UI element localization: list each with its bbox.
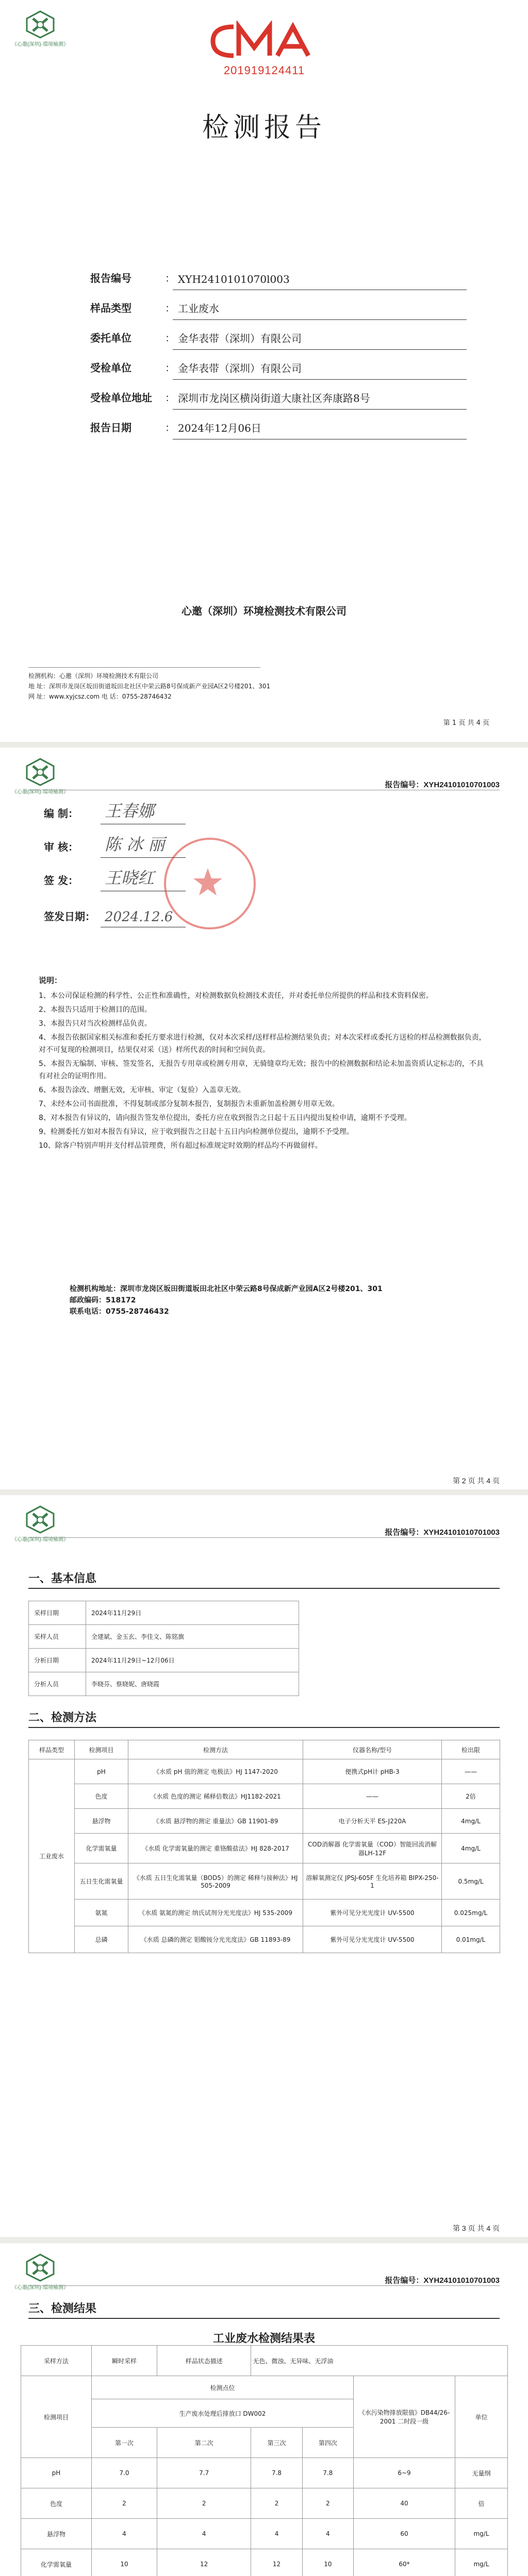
table-row xyxy=(29,1601,299,1625)
result-unit: mg/L xyxy=(455,2519,508,2549)
sig-label: 编 制： xyxy=(44,807,78,820)
signature-date: 2024.12.6 xyxy=(105,909,173,925)
info-value: 2024年11月29日 xyxy=(86,1601,299,1625)
signature-issuer: 王晓红 xyxy=(105,868,155,888)
logo-text: 《心邀(深圳)·環境檢測》 xyxy=(12,2285,69,2291)
page-number: 第 1 页 共 4 页 xyxy=(443,719,489,727)
section-heading-methods: 二、检测方法 xyxy=(28,1711,97,1724)
signature-compiler: 王春娜 xyxy=(105,801,155,821)
info-key: 分析日期 xyxy=(29,1649,86,1672)
info-value: 李晓芬、蔡晓妮、唐晓霞 xyxy=(86,1672,299,1696)
cell: 溶解氧测定仪 JPSJ-605F 生化培养箱 BIPX-250-1 xyxy=(303,1863,442,1900)
sig-label: 签 发： xyxy=(44,874,78,887)
signature-page xyxy=(0,748,528,1489)
note-item: 7、未经本公司书面批准，不得复制或部分复制本报告，复制报告未重新加盖检测专用章无效。 xyxy=(39,1100,339,1108)
cell: pH xyxy=(75,1759,128,1784)
cell: 五日生化需氧量 xyxy=(75,1863,128,1900)
cell: 便携式pH计 pHB-3 xyxy=(303,1759,442,1784)
result-item: 色度 xyxy=(21,2488,92,2519)
issuer-info-line: 检测机构：心邀（深圳）环境检测技术有限公司 xyxy=(28,672,159,680)
cell: 0.5mg/L xyxy=(442,1863,500,1900)
notes-title: 说明： xyxy=(39,976,62,985)
cell: —— xyxy=(303,1784,442,1809)
table-row xyxy=(29,1784,500,1809)
result-value: 4 xyxy=(251,2519,302,2549)
logo-text: 《心邀(深圳)·環境檢測》 xyxy=(12,42,69,47)
cell: 2倍 xyxy=(442,1784,500,1809)
table-row xyxy=(21,2458,508,2488)
cell: 0.025mg/L xyxy=(442,1900,500,1926)
cell: 《水质 pH 值的测定 电极法》HJ 1147-2020 xyxy=(128,1759,303,1784)
sig-label: 审 核： xyxy=(44,841,78,853)
contact-line: 检测机构地址：深圳市龙岗区坂田街道坂田北社区中荣云路8号保成新产业园A区2号楼201、301 xyxy=(70,1285,383,1293)
signature-reviewer: 陈 冰 丽 xyxy=(105,835,165,854)
cell: 色度 xyxy=(75,1784,128,1809)
col-header: 第一次 xyxy=(92,2428,157,2458)
company-logo xyxy=(9,10,71,47)
info-value: 全建斌、金玉玄、李佳文、陈铭旗 xyxy=(86,1625,299,1649)
note-item: 5、本报告无编制、审核、签发签名，无报告专用章或检测专用章，无骑缝章均无效；报告中的检测数据和结论未加盖资质认定标志的，不具有对社会的证明作用。 xyxy=(39,1060,484,1080)
table-header-row xyxy=(29,1740,500,1759)
table-row xyxy=(21,2488,508,2519)
note-item: 8、对本报告有异议的，请向报告签发单位提出，委托方应在收到报告之日起十五日内提出复检申请，逾期不予受理。 xyxy=(39,1114,411,1122)
table-row xyxy=(29,1759,500,1784)
cell: 《水质 色度的测定 稀释倍数法》HJ1182-2021 xyxy=(128,1784,303,1809)
result-value: 10 xyxy=(302,2549,353,2576)
table-row xyxy=(29,1809,500,1834)
cover-value: 工业废水 xyxy=(173,300,467,320)
seal-star-icon xyxy=(166,840,250,923)
results-table xyxy=(21,2345,508,2576)
report-number: 报告编号：XYH24101010701003 xyxy=(385,1528,500,1537)
cell: 4mg/L xyxy=(442,1834,500,1863)
basic-info-table xyxy=(28,1601,299,1696)
cover-value: 2024年12月06日 xyxy=(173,420,467,439)
note-item: 10、除客户特别声明并支付样品管理费，所有超过标准规定时效期的样品均不再做留样。 xyxy=(39,1142,322,1150)
signature-row-compiler xyxy=(44,798,186,824)
result-limit: 6~9 xyxy=(354,2458,455,2488)
col-header: 样品类型 xyxy=(29,1740,75,1759)
table-header-row xyxy=(21,2376,508,2399)
cover-row: 受检单位 ： 金华表带（深圳）有限公司 xyxy=(90,350,467,380)
cell: 化学需氧量 xyxy=(75,1834,128,1863)
cover-label: 报告日期 xyxy=(90,421,131,434)
note-item: 3、本报告只对当次检测样品负责。 xyxy=(39,1020,152,1028)
note-item: 4、本报告依据国家相关标准和委托方要求进行检测，仅对本次采样/送样样品检测结果负责；对本次采样或委托方送检的样品检测数据负责，对不可复现的检测项目，结果仅对采（送）样所代表的时间和空间负责。 xyxy=(39,1033,486,1054)
cover-value: 金华表带（深圳）有限公司 xyxy=(173,360,467,380)
cover-label: 报告编号 xyxy=(90,272,131,284)
result-value: 12 xyxy=(157,2549,251,2576)
cell: —— xyxy=(442,1759,500,1784)
logo-text: 《心邀(深圳)·環境檢測》 xyxy=(12,789,69,795)
issuer-company: 心邀（深圳）环境检测技术有限公司 xyxy=(182,605,346,617)
result-value: 2 xyxy=(157,2488,251,2519)
result-item: pH xyxy=(21,2458,92,2488)
cell: 0.01mg/L xyxy=(442,1926,500,1953)
cover-label: 受检单位 xyxy=(90,362,131,374)
result-unit: 无量纲 xyxy=(455,2458,508,2488)
logo-text: 《心邀(深圳)·環境檢測》 xyxy=(12,1537,69,1543)
result-value: 2 xyxy=(251,2488,302,2519)
sampling-site: 生产废水处理后排放口 DW002 xyxy=(92,2399,354,2428)
cell: 总磷 xyxy=(75,1926,128,1953)
meta-key: 样品状态描述 xyxy=(157,2346,251,2376)
sample-type: 工业废水 xyxy=(29,1759,75,1953)
results-page xyxy=(0,2243,528,2576)
col-header: 检测方法 xyxy=(128,1740,303,1759)
cover-label: 受检单位地址 xyxy=(90,392,152,404)
info-key: 分析人员 xyxy=(29,1672,86,1696)
result-limit: 60 xyxy=(354,2519,455,2549)
result-value: 12 xyxy=(251,2549,302,2576)
result-value: 7.8 xyxy=(302,2458,353,2488)
cell: 紫外可见分光光度计 UV-5500 xyxy=(303,1926,442,1953)
info-key: 采样日期 xyxy=(29,1601,86,1625)
cma-logo-icon xyxy=(203,21,326,62)
cover-value: XYH2410101070l003 xyxy=(173,273,467,290)
meta-key: 采样方法 xyxy=(21,2346,92,2376)
cover-row: 报告日期 ： 2024年12月06日 xyxy=(90,410,467,439)
section-heading-basic-info: 一、基本信息 xyxy=(28,1572,97,1585)
result-unit: mg/L xyxy=(455,2549,508,2576)
table-row xyxy=(29,1926,500,1953)
cell: 《水质 氨氮的测定 纳氏试剂分光光度法》HJ 535-2009 xyxy=(128,1900,303,1926)
col-header: 仪器名称/型号 xyxy=(303,1740,442,1759)
cell: 电子分析天平 ES-J220A xyxy=(303,1809,442,1834)
page-number: 第 3 页 共 4 页 xyxy=(452,2224,500,2232)
col-header: 检测项目 xyxy=(21,2376,92,2458)
table-row xyxy=(21,2346,508,2376)
col-header: 第四次 xyxy=(302,2428,353,2458)
col-header: 第三次 xyxy=(251,2428,302,2458)
official-seal-stamp xyxy=(164,838,256,929)
table-row xyxy=(29,1834,500,1863)
cover-info-list xyxy=(90,260,467,439)
col-header: 第二次 xyxy=(157,2428,251,2458)
cover-row: 受检单位地址 ： 深圳市龙岗区横岗街道大康社区奔康路8号 xyxy=(90,380,467,410)
report-number: 报告编号：XYH24101010701003 xyxy=(385,2276,500,2285)
cover-value: 深圳市龙岗区横岗街道大康社区奔康路8号 xyxy=(173,390,467,410)
cover-row: 样品类型 ： 工业废水 xyxy=(90,290,467,320)
table-row xyxy=(21,2519,508,2549)
info-key: 采样人员 xyxy=(29,1625,86,1649)
cover-label: 样品类型 xyxy=(90,302,131,314)
col-header: 《水污染物排放限值》DB44/26-2001 二时段一级 xyxy=(354,2376,455,2458)
cell: 紫外可见分光光度计 UV-5500 xyxy=(303,1900,442,1926)
meta-value: 瞬时采样 xyxy=(92,2346,157,2376)
contact-line: 邮政编码：518172 xyxy=(70,1296,136,1304)
result-limit: 40 xyxy=(354,2488,455,2519)
result-value: 7.7 xyxy=(157,2458,251,2488)
cell: 《水质 悬浮物的测定 重量法》GB 11901-89 xyxy=(128,1809,303,1834)
results-table-title: 工业废水检测结果表 xyxy=(212,2332,315,2345)
methods-table xyxy=(28,1740,500,1953)
report-number: 报告编号：XYH24101010701003 xyxy=(385,781,500,789)
report-title: 检测报告 xyxy=(202,112,326,143)
logo-emblem-icon xyxy=(25,2253,56,2282)
result-item: 悬浮物 xyxy=(21,2519,92,2549)
cell: 4mg/L xyxy=(442,1809,500,1834)
col-header: 检测项目 xyxy=(75,1740,128,1759)
result-limit: 60* xyxy=(354,2549,455,2576)
cell: 《水质 化学需氧量的测定 重铬酸盐法》HJ 828-2017 xyxy=(128,1834,303,1863)
contact-info xyxy=(70,1283,383,1317)
report-notes xyxy=(39,974,487,1154)
cover-row: 报告编号 ： XYH2410101070l003 xyxy=(90,260,467,290)
logo-emblem-icon xyxy=(25,758,56,786)
cover-value: 金华表带（深圳）有限公司 xyxy=(173,330,467,350)
meta-value: 无色、微浊、无异味、无浮油 xyxy=(251,2346,508,2376)
result-value: 2 xyxy=(92,2488,157,2519)
section-heading-results: 三、检测结果 xyxy=(28,2302,97,2315)
cell: 《水质 总磷的测定 钼酸铵分光光度法》GB 11893-89 xyxy=(128,1926,303,1953)
result-value: 7.8 xyxy=(251,2458,302,2488)
sig-label: 签发日期： xyxy=(44,910,95,923)
result-value: 4 xyxy=(157,2519,251,2549)
result-value: 2 xyxy=(302,2488,353,2519)
col-header: 检测点位 xyxy=(92,2376,354,2399)
table-row xyxy=(29,1649,299,1672)
signature-row-reviewer xyxy=(44,832,186,858)
cover-row: 委托单位 ： 金华表带（深圳）有限公司 xyxy=(90,320,467,350)
cell: COD消解器 化学需氧量（COD）智能回流消解器LH-12F xyxy=(303,1834,442,1863)
result-item: 化学需氧量 xyxy=(21,2549,92,2576)
issuer-info xyxy=(28,667,270,702)
cma-mark xyxy=(203,21,326,62)
info-value: 2024年11月29日~12月06日 xyxy=(86,1649,299,1672)
issuer-info-line: 地 址：深圳市龙岗区坂田街道坂田北社区中荣云路8号保成新产业园A区2号楼201、301 xyxy=(28,683,271,690)
table-row xyxy=(21,2549,508,2576)
note-item: 2、本报告只适用于检测目的范围。 xyxy=(39,1006,152,1014)
page-number: 第 2 页 共 4 页 xyxy=(452,1477,500,1485)
table-row xyxy=(29,1863,500,1900)
cma-code: 201919124411 xyxy=(223,64,305,77)
note-item: 6、本报告涂改、增删无效，无审核、审定（复验）入盖章无效。 xyxy=(39,1086,245,1094)
contact-line: 联系电话：0755-28746432 xyxy=(70,1308,169,1316)
col-header: 检出限 xyxy=(442,1740,500,1759)
table-row xyxy=(29,1900,500,1926)
table-row xyxy=(29,1672,299,1696)
cover-label: 委托单位 xyxy=(90,332,131,344)
cell: 《水质 五日生化需氧量（BOD5）的测定 稀释与接种法》HJ 505-2009 xyxy=(128,1863,303,1900)
result-value: 7.0 xyxy=(92,2458,157,2488)
cover-page xyxy=(0,0,528,742)
result-unit: 倍 xyxy=(455,2488,508,2519)
result-value: 4 xyxy=(302,2519,353,2549)
result-value: 10 xyxy=(92,2549,157,2576)
issuer-info-line: 网 址：www.xyjcsz.com 电 话：0755-28746432 xyxy=(28,693,172,700)
logo-emblem-icon xyxy=(25,10,56,39)
cell: 悬浮物 xyxy=(75,1809,128,1834)
logo-emblem-icon xyxy=(25,1505,56,1534)
methods-page xyxy=(0,1495,528,2237)
cell: 氨氮 xyxy=(75,1900,128,1926)
col-header: 单位 xyxy=(455,2376,508,2458)
result-value: 4 xyxy=(92,2519,157,2549)
note-item: 9、检测委托方如对本报告有异议，应于收到报告之日起十五日内向检测单位提出，逾期不予受理。 xyxy=(39,1128,354,1136)
table-row xyxy=(29,1625,299,1649)
note-item: 1、本公司保证检测的科学性、公正性和准确性，对检测数据负检测技术责任，并对委托单位所提供的样品和技术资料保密。 xyxy=(39,992,433,1000)
signature-row-date xyxy=(44,901,186,927)
